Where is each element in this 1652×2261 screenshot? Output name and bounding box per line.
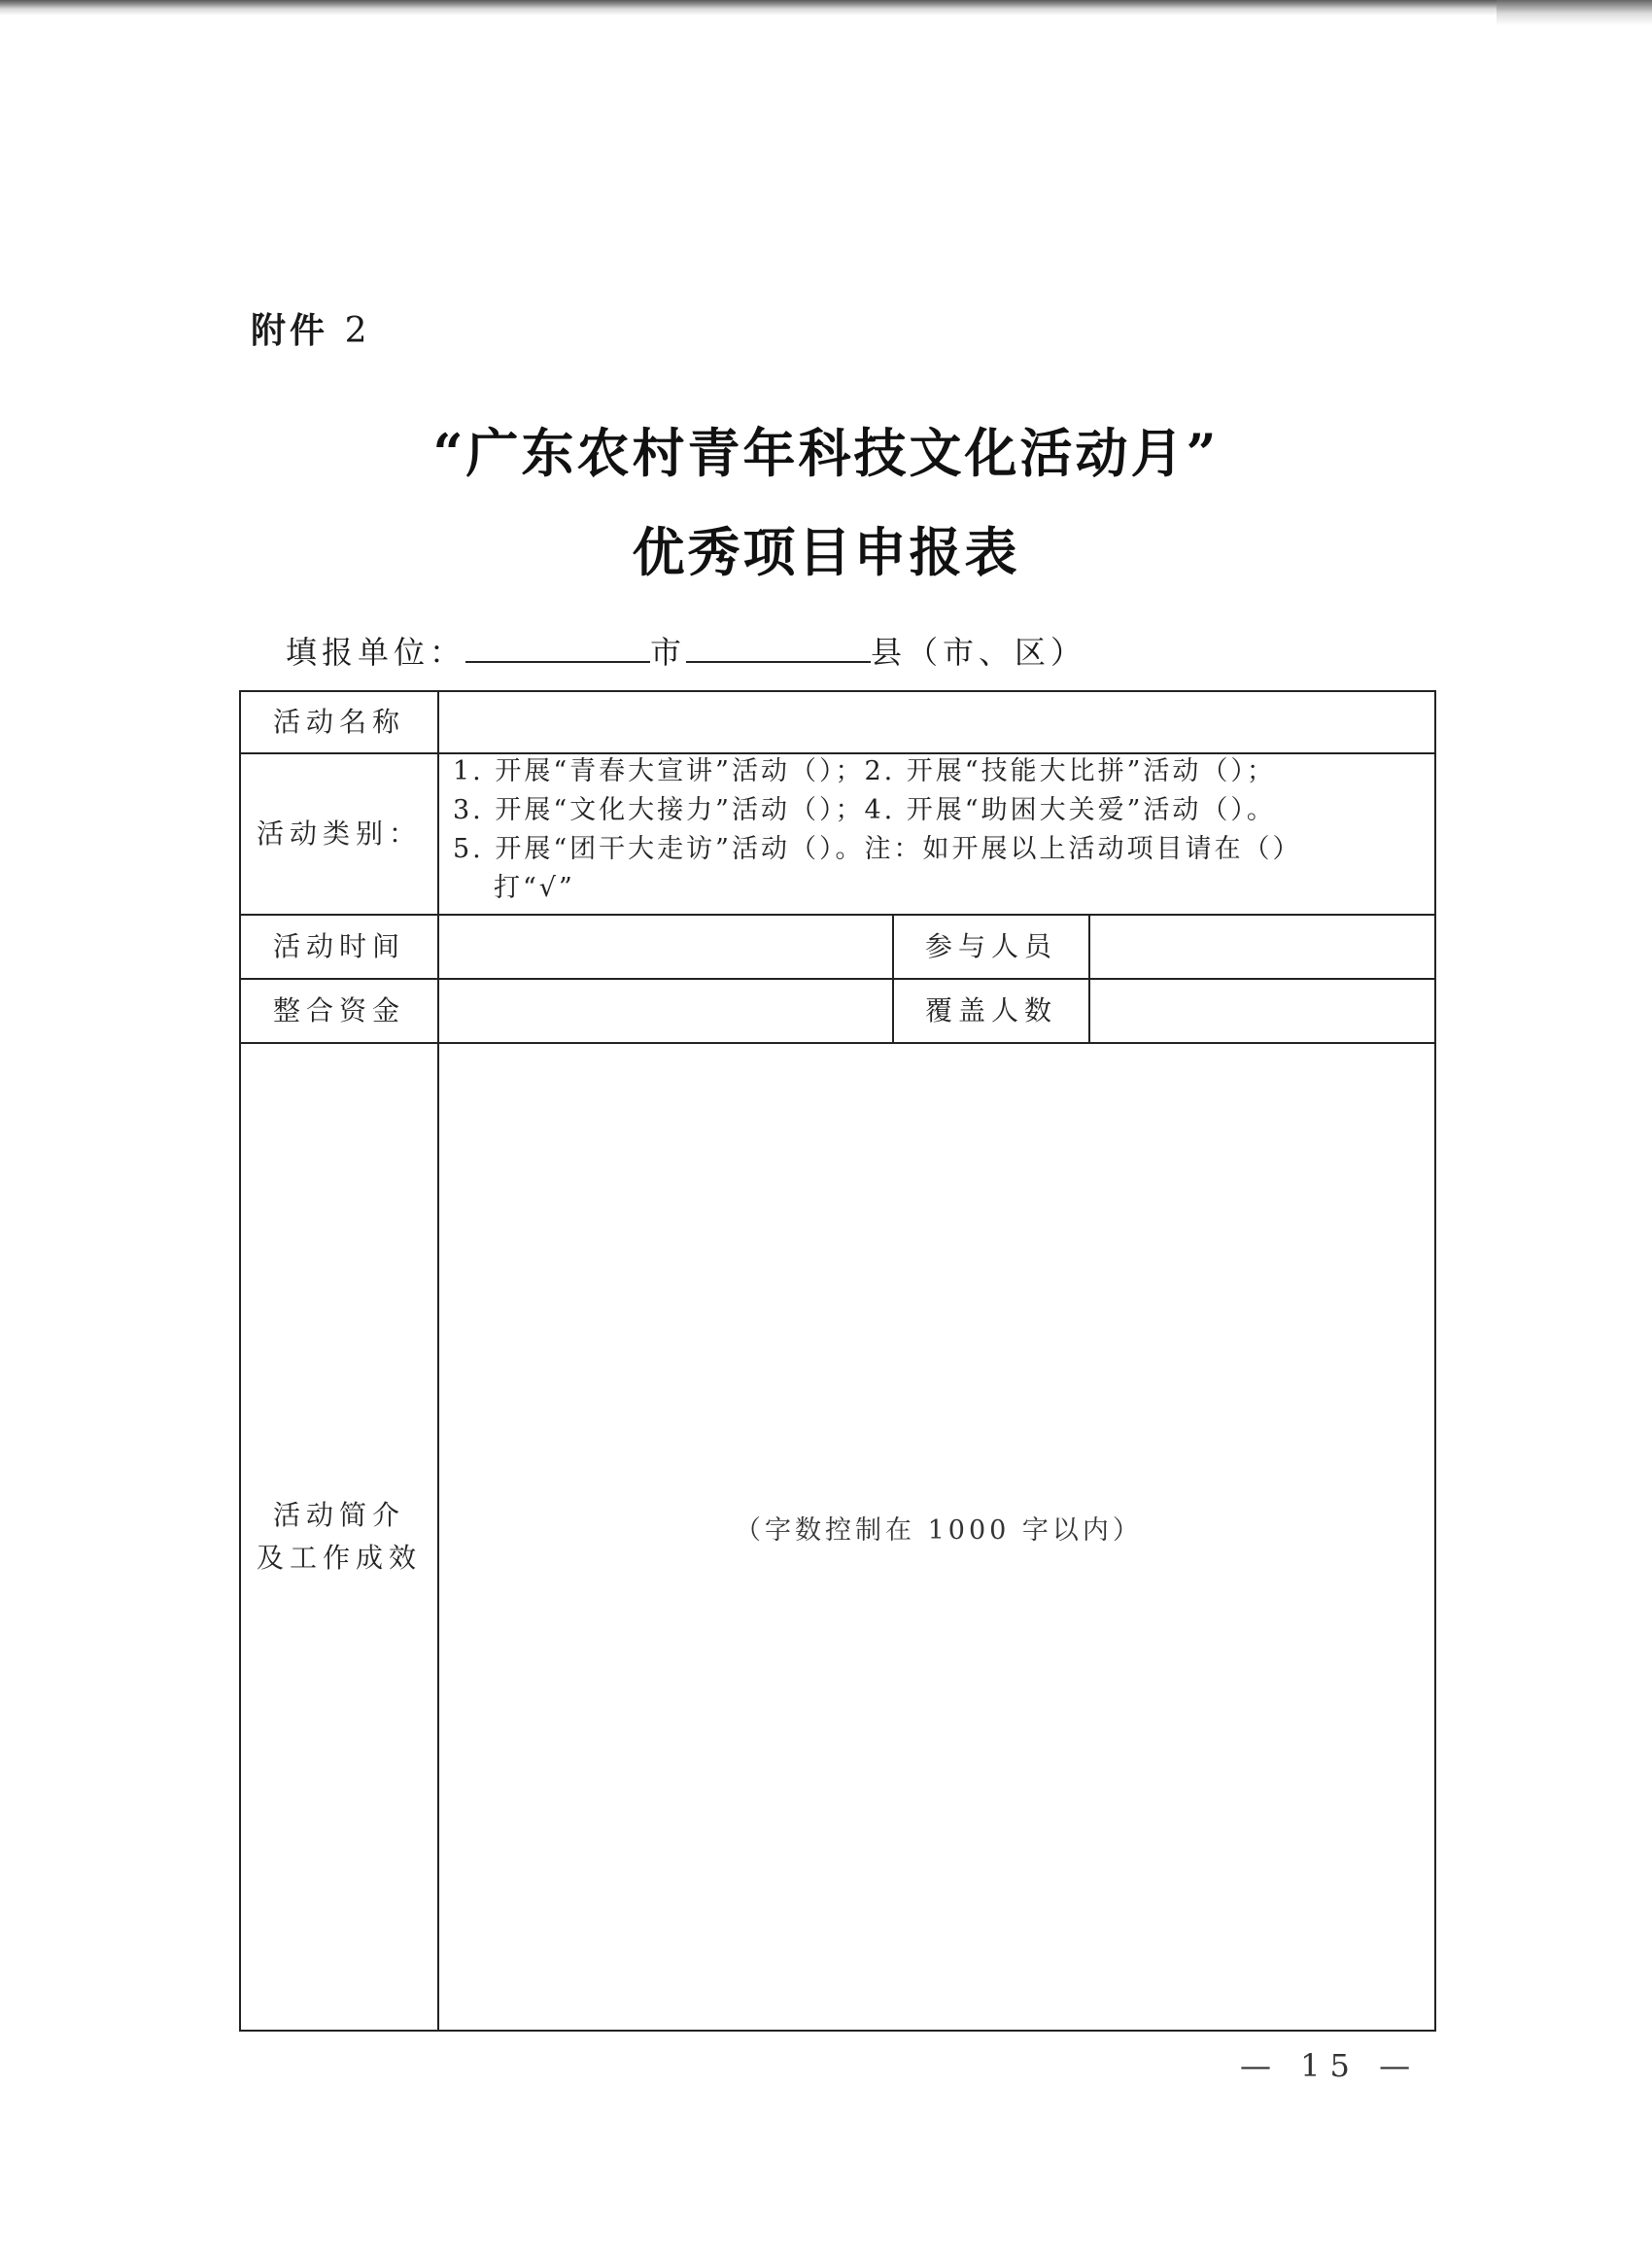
category-option-line: 5. 开展“团干大走访”活动（）。注：如开展以上活动项目请在（） [453,834,1302,864]
activity-name-field[interactable] [439,692,1434,752]
page-title-line2: 优秀项目申报表 [632,521,1020,583]
category-option-line: 3. 开展“文化大接力”活动（）；4. 开展“助困大关爱”活动（）。 [453,795,1276,825]
attachment-label [251,303,370,353]
participants-field[interactable] [1090,916,1434,978]
summary-label-line2: 及工作成效 [256,1542,422,1574]
category-option-line: 1. 开展“青春大宣讲”活动（）；2. 开展“技能大比拼”活动（）； [453,756,1276,786]
reporting-unit-line [286,628,1086,673]
summary-field[interactable] [439,1044,1434,2030]
city-label: 市 [650,634,687,671]
reporting-unit-label: 填报单位： [286,634,466,671]
summary-label [241,1044,437,2030]
county-blank-field[interactable] [686,638,871,663]
summary-label-line1: 活动简介 [272,1499,405,1531]
scan-edge-top [0,0,1652,16]
activity-category-options [453,752,1428,908]
coverage-field[interactable] [1090,980,1434,1042]
page-number: — 15 — [1240,2047,1421,2084]
coverage-label: 覆盖人数 [924,994,1057,1026]
activity-name-label: 活动名称 [272,706,405,738]
attachment-text: 附件 [251,311,329,351]
participants-label: 参与人员 [924,930,1057,962]
county-label: 县（市、区） [871,634,1087,671]
funds-label: 整合资金 [272,994,405,1026]
page-title-line1: “广东农村青年科技文化活动月” [432,422,1220,484]
attachment-number: 2 [344,311,371,351]
activity-time-label: 活动时间 [272,930,405,962]
funds-field[interactable] [439,980,892,1042]
activity-time-field[interactable] [439,916,892,978]
city-blank-field[interactable] [465,638,650,663]
category-option-line: 打“√” [494,873,575,903]
summary-placeholder: （字数控制在 1000 字以内） [735,1515,1143,1546]
scan-edge-corner [1497,0,1652,25]
activity-category-label: 活动类别： [256,817,422,850]
